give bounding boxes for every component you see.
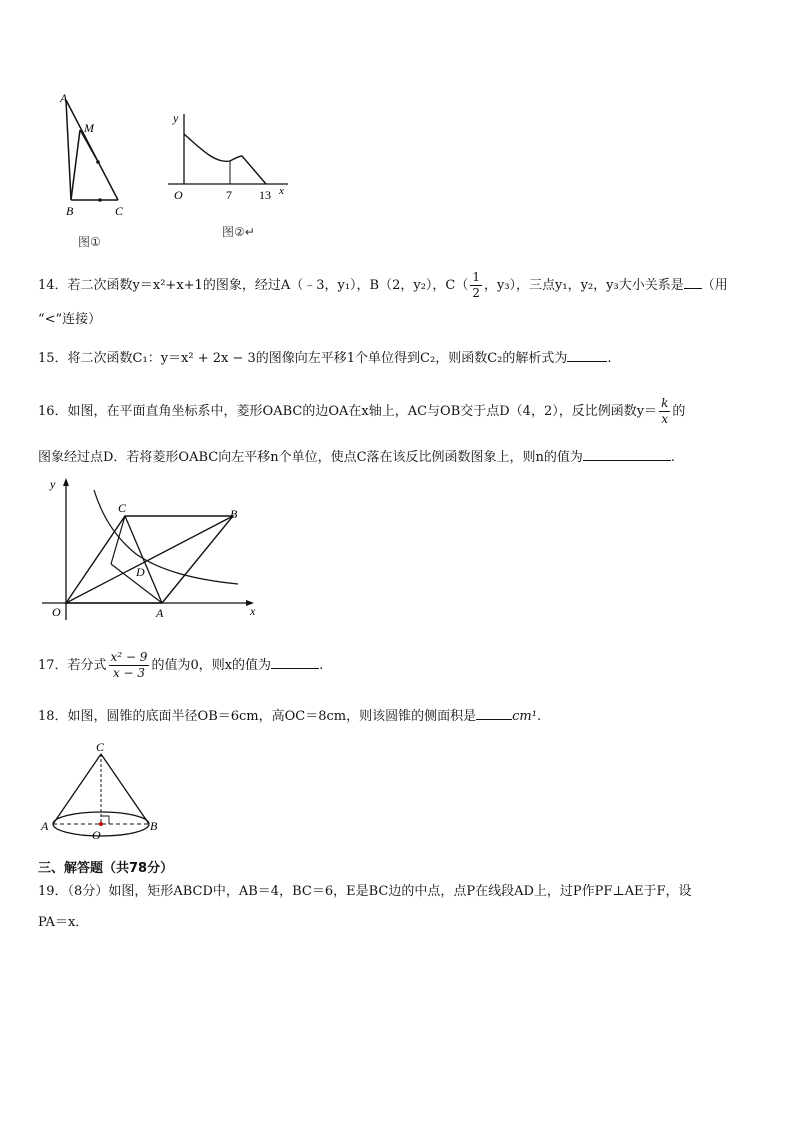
figure-1-triangle xyxy=(52,88,142,223)
q14-text-c: （用 xyxy=(701,278,728,293)
q16-text-c: 图象经过点D．若将菱形OABC向左平移n个单位，使点C落在该反比例函数图象上，则n的值为 xyxy=(38,450,583,465)
question-19-line2: PA＝x． xyxy=(38,915,89,930)
fig16-label-d: D xyxy=(136,565,145,579)
q15-answer-blank xyxy=(567,347,607,362)
q17-fraction xyxy=(109,650,150,681)
q17-text-a: 17．若分式 xyxy=(38,658,107,673)
section-3-heading: 三、解答题（共78分） xyxy=(38,861,174,876)
q16-end: . xyxy=(670,450,676,465)
q14-fraction xyxy=(470,270,482,301)
fig2-tick-7: 7 xyxy=(226,188,232,202)
fig2-label-x: x xyxy=(279,185,284,197)
figure-2-graph xyxy=(160,106,300,206)
q16-text-a: 16．如图，在平面直角坐标系中，菱形OABC的边OA在x轴上，AC与OB交于点D（4，2），反比例函数y＝ xyxy=(38,404,658,419)
q16-answer-blank xyxy=(583,446,671,461)
figure-18-cone xyxy=(36,736,166,844)
q16-frac-den: x xyxy=(661,412,669,426)
fig1-caption: 图① xyxy=(78,235,101,249)
q17-frac-num: x² − 9 xyxy=(110,650,148,664)
q18-unit: cm¹ xyxy=(512,709,537,724)
fig1-label-m: M xyxy=(84,121,94,135)
figure-16-rhombus xyxy=(38,472,268,624)
fig16-label-b: B xyxy=(230,507,238,521)
q17-text-b: 的值为0，则x的值为 xyxy=(151,658,272,673)
fig2-caption: 图②↵ xyxy=(222,225,255,239)
q14-text-a: 14．若二次函数y＝x²+x+1的图象，经过A（﹣3，y₁），B（2，y₂），C（ xyxy=(38,278,469,293)
fig18-label-a: A xyxy=(41,819,49,833)
q15-end: . xyxy=(607,351,612,366)
fig16-label-c: C xyxy=(118,501,127,515)
fig2-tick-13: 13 xyxy=(259,188,271,202)
fig16-label-o: O xyxy=(52,605,61,619)
question-14-line2: “<”连接） xyxy=(38,312,102,327)
question-18 xyxy=(38,705,541,727)
fig16-label-y: y xyxy=(50,477,56,491)
q14-frac-den: 2 xyxy=(472,286,480,300)
q16-text-b: 的 xyxy=(672,404,686,419)
question-14-line1 xyxy=(38,270,728,301)
fig2-label-y: y xyxy=(173,111,179,125)
q17-frac-den: x − 3 xyxy=(112,666,146,680)
question-19-line1: 19．（8分）如图，矩形ABCD中，AB＝4，BC＝6，E是BC边的中点，点P在线段AD上，过P作PF⊥AE于F，设 xyxy=(38,884,692,899)
fig16-label-x: x xyxy=(250,604,256,618)
question-16-line2 xyxy=(38,446,675,468)
q18-end: . xyxy=(536,709,542,724)
fig1-label-c: C xyxy=(115,204,124,218)
fig1-label-b: B xyxy=(66,204,74,218)
fig18-label-c: C xyxy=(96,740,105,754)
q14-answer-blank xyxy=(684,274,702,289)
q18-text: 18．如图，圆锥的底面半径OB＝6cm，高OC＝8cm，则该圆锥的侧面积是 xyxy=(38,709,477,724)
q18-answer-blank xyxy=(476,705,512,720)
fig18-label-b: B xyxy=(150,819,158,833)
fig18-label-o: O xyxy=(92,828,101,842)
q17-end: . xyxy=(319,658,324,673)
question-15 xyxy=(38,347,612,369)
question-17 xyxy=(38,650,323,681)
fig16-label-a: A xyxy=(156,606,164,620)
question-16-line1 xyxy=(38,396,685,427)
q14-text-b: ，y₃），三点y₁，y₂，y₃大小关系是 xyxy=(484,278,684,293)
q14-frac-num: 1 xyxy=(472,270,480,284)
q17-answer-blank xyxy=(271,654,319,669)
q16-fraction xyxy=(659,396,670,427)
q15-text: 15．将二次函数C₁：y＝x² + 2x − 3的图像向左平移1个单位得到C₂，则函数C₂的解析式为 xyxy=(38,351,568,366)
fig1-label-a: A xyxy=(60,91,68,105)
q16-frac-num: k xyxy=(661,396,669,410)
fig2-label-o: O xyxy=(174,188,183,202)
